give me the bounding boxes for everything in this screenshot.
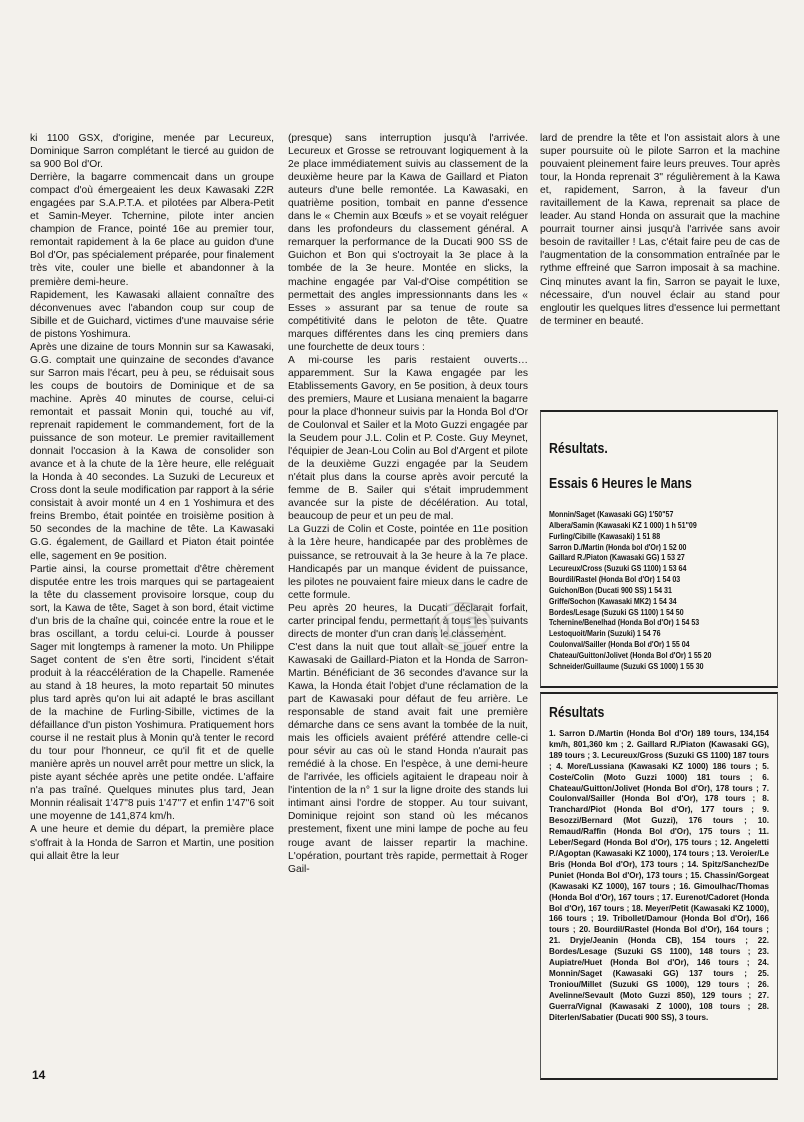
list-item: Tchernine/Benelhad (Honda Bol d'Or) 1 54 53 [549, 618, 700, 628]
list-item: Sarron D./Martin (Honda bol d'Or) 1 52 00 [549, 542, 687, 552]
race-results-box [540, 692, 778, 1080]
list-item: Chateau/Guitton/Jolivet (Honda Bol d'Or) 1 55 20 [549, 650, 712, 660]
race-results-title: Résultats [549, 704, 605, 721]
list-item: Bordes/Lesage (Suzuki GS 1100) 1 54 50 [549, 607, 684, 617]
paragraph: Peu après 20 heures, la Ducati déclarait forfait, carter principal fendu, permettant à tous les suivants directs de monter d'un cran dans le classement. [288, 602, 528, 640]
results-practice-box [540, 410, 778, 688]
paragraph: Rapidement, les Kawasaki allaient connaître des déconvenues avec l'abandon coup sur coup de Sibille et de Guichard, victimes d'une mauvaise série de pistons Yoshimura. [30, 289, 274, 340]
list-item: Guichon/Bon (Ducati 900 SS) 1 54 31 [549, 585, 672, 595]
list-item: Monnin/Saget (Kawasaki GG) 1'50"57 [549, 510, 674, 519]
results-practice-subtitle: Essais 6 Heures le Mans [549, 475, 692, 492]
list-item: Bourdil/Rastel (Honda Bol d'Or) 1 54 03 [549, 575, 681, 585]
article-column-1 [30, 132, 274, 863]
watermark-logo-icon [426, 596, 498, 658]
paragraph: A une heure et demie du départ, la première place s'offrait à la Honda de Sarron et Martin, une position qui allait être la leur [30, 824, 274, 862]
list-item: Furling/Cibille (Kawasaki) 1 51 88 [549, 531, 661, 541]
paragraph: C'est dans la nuit que tout allait se jouer entre la Kawasaki de Gaillard-Piaton et la Honda de Sarron-Martin. Bénéficiant de 36 secondes d'avance sur la Kawa, la Honda était l'objet d'une réclamation de la part de Kawasaki pour défaut de feu arrière. Le responsable de stand avait fait une première démarche dans ce sens avant la tombée de la nuit, mais les officiels avaient préféré attendre celle-ci pour sévir au cas où le stand Honda n'aurait pas remédié à la chose. En l'espèce, à une demi-heure de l'arrivée, les officiels agitaient le drapeau noir à l'intention de la n° 1 sur la ligne droite des stands lui intimant ainsi l'ordre de stopper. Au tour suivant, Dominique rejoint son stand où les mécanos prestement, fixent une mini lampe de poche au feu rouge avant de laisser repartir la machine. L'opération, pourtant très rapide, permettait à Roger Gail- [288, 641, 528, 875]
paragraph: ki 1100 GSX, d'origine, menée par Lecureux, Dominique Sarron complétant le tiercé au guidon de sa 900 Bol d'Or. [30, 133, 274, 171]
paragraph: Derrière, la bagarre commencait dans un groupe compact d'où émergeaient les deux Kawasaki Z2R engagées par S.A.P.T.A. et pilotées par Albera-Petit et Samin-Meyer. Tchernine, pilote inter ancien champion de France, pointé 16e au premier tour, remontait rapidement à la 6e place au guidon d'une Bol d'Or, pas spécialement préparée, pour finalement très vite, couler une bielle et abandonner à la première demi-heure. [30, 172, 274, 288]
page-number: 14 [32, 1068, 46, 1082]
list-item: Gaillard R./Piaton (Kawasaki GG) 1 53 27 [549, 553, 685, 563]
paragraph: La Guzzi de Colin et Coste, pointée en 11e position à la 1ère heure, handicapée par des problèmes de puissance, se retrouvait à la 3e heure à la 7e place. Handicapés par un manque évident de puissance, les pilotes ne pouvaient faire mieux dans le cadre de cette formule. [288, 524, 528, 601]
list-item: Albera/Samin (Kawasaki KZ 1 000) 1 h 51"09 [549, 520, 697, 530]
paragraph: A mi-course les paris restaient ouverts… apparemment. Sur la Kawa engagée par les Etablissements Gavory, en 5e position, à deux tours des premiers, Maure et Lusiana menaient la bagarre pour la place d'honneur suivis par la Honda Bol d'Or de Coulonval et Sailer et la Moto Guzzi engagée par la Seudem pour J.L. Colin et P. Coste. Guy Meynet, l'équipier de Jean-Lou Colin au Bol d'Argent et pilote de la deuxième Guzzi engagée par la Seudem n'était plus dans la course après avoir percuté la femme de B. Sailer qui s'était imprudemment avancée sur la piste de décélération. Au total, beaucoup de peur et un peu de mal. [288, 354, 528, 523]
article-column-2 [288, 132, 528, 876]
paragraph: Partie ainsi, la course promettait d'être chèrement disputée entre les trois marques qui se partageaient la tête du classement provisoire lorsque, coup du sort, la Kawa de tête, Saget à son bord, était victime d'un bris de la chaîne qui, coincée entre la roue et le bras oscillant, a tordu celui-ci. Lourde à pousser Sager mit longtemps à ramener la moto. Un Philippe Saget content de s'en être sorti, l'incident s'était produit à la réaccélération de la Chapelle. Ramenée au stand à 18 heures, la moto repartait 50 minutes plus tard après qu'on lui ait adapté le bras ascillant de la machine de Furling-Sibille, victimes de la défaillance d'un piston Yoshimura. Pratiquement hors course il ne restait plus à Monin qu'à tenter le record du tour pour l'honneur, ce qu'il fit et de quelle manière après un nouvel arrêt pour mettre un slick, la piste ayant séchée après une petite ondée. L'affaire n'a pas traîné. Quelques minutes plus tard, Jean Monnin réalisait 1'47"8 puis 1'47"7 et enfin 1'47"6 soit une moyenne de 141,874 km/h. [30, 563, 274, 823]
paragraph: lard de prendre la tête et l'on assistait alors à une super poursuite où le pilote Sarron et la machine pouvaient pleinement faire leurs preuves. Tour après tour, la Honda reprenait 3" régulièrement à la Kawa et, rapidement, Sarron, à la faveur d'un ravitaillement de la Kawa, reprenait sa place de leader. Au stand Honda on assurait que la machine pourrait tourner ainsi jusqu'à l'arrivée sans avoir besoin de ravitailler ! Las, c'était faire peu de cas de l'augmentation de la consommation entraînée par le rythme effreiné que Sarron imposait à sa machine. Cinq minutes avant la fin, Sarron se payait le luxe, nécessaire, d'un nouvel éclair au stand pour engloutir les quelques litres d'essence lui permettant de terminer en beauté. [540, 133, 780, 327]
race-results-text: 1. Sarron D./Martin (Honda Bol d'Or) 189 tours, 134,154 km/h, 801,360 km ; 2. Gaillard R./Piaton (Kawasaki GG), 189 tours ; 3. Lecureux/Gross (Suzuki GS 1100) 187 tours ; 4. More/Lussiana (Kawasaki KZ 1000) 186 tours ; 5. Coste/Colin (Moto Guzzi 1000) 181 tours ; 6. Chateau/Guitton/Jolivet (Honda Bol d'Or), 178 tours ; 7. Coulonval/Sailler (Honda Bol d'Or), 178 tours ; 8. Tranchard/Piot (Honda Bol d'Or), 177 tours ; 9. Besozzi/Bernard (Mot Guzzi), 176 tours ; 10. Remaud/Raffin (Honda Bol d'Or), 175 tours ; 11. Leber/Segard (Honda Bol d'Or), 175 tours ; 12. Angeletti P./Agoptan (Kawasaki KZ 1000), 174 tours ; 13. Veroier/Le Bris (Honda Bol d'Or), 173 tours ; 14. Spitz/Sanchez/De Puniet (Honda Bol d'Or), 173 tours ; 15. Chassin/Gorgeat (Kawasaki KZ 1000), 167 tours ; 16. Gimoulhac/Thomas (Honda Bol d'Or), 167 tours ; 17. Eurenot/Cadoret (Honda Bol d'Or), 167 tours ; 18. Meyer/Petit (Kawasaki KZ 1000), 166 tours ; 19. Tribollet/Damour (Honda Bol d'Or), 166 tours ; 20. Bourdil/Rastel (Honda Bol d'Or), 164 tours ; 21. Dryje/Jeanin (Honda CB), 154 tours ; 22. Bordes/Lesage (Suzuki GS 1100), 148 tours ; 23. Aupiatre/Huet (Honda Bol d'Or), 146 tours ; 24. Monnin/Saget (Kawasaki GG) 137 tours ; 25. Troniou/Millet (Suzuki GS 1000), 129 tours ; 26. Avelinne/Sevault (Moto Guzzi 850), 129 tours ; 27. Guerra/Vignal (Kawasaki Z 1000), 108 tours ; 28. Diterlen/Sabatier (Ducati 900 SS), 3 tours. [549, 729, 769, 1022]
results-practice-title: Résultats. [549, 440, 608, 457]
article-column-3 [540, 132, 780, 328]
list-item: Coulonval/Sailler (Honda Bol d'Or) 1 55 04 [549, 640, 690, 650]
list-item: Lestoquoit/Marin (Suzuki) 1 54 76 [549, 629, 661, 639]
list-item: Griffe/Sochon (Kawasaki MK2) 1 54 34 [549, 596, 677, 606]
list-item: Schneider/Guillaume (Suzuki GS 1000) 1 55 30 [549, 661, 704, 671]
paragraph: Après une dizaine de tours Monnin sur sa Kawasaki, G.G. comptait une quinzaine de secondes d'avance sur Sarron mais l'écart, peu à peu, se réduisait sous les coups de boutoirs de Dominique et de sa machine. Après 40 minutes de course, celui-ci remontait et passait Monin qui, touché au vif, reprenait rapidement le commandement, fort de la puissance de son moteur. Le premier ravitaillement donnait l'occasion à la Kawa de consolider son avance et à la chute de la 1ère heure, elle reléguait la Honda à 40 secondes. La Suzuki de Lecureux et Cross dont la seule modification par rapport à la série consistait à avoir monté un 4 en 1 Yoshimura et des freins Brembo, était pointée en troisième position à 50 secondes de la machine de tête. La Kawasaki G.G. également, de Gaillard et Piaton était pointée elle, sagement en 9e position. [30, 341, 274, 562]
paragraph: (presque) sans interruption jusqu'à l'arrivée. Lecureux et Grosse se retrouvant logiquement à la 2e place immédiatement suivis au classement de la deuxième heure par la Kawa de Gaillard et Piaton auteurs d'une belle remontée. La Kawasaki, en quatrième position, tombait en panne d'essence dans le « Chemin aux Bœufs » et se voyait reléguer dans les profondeurs du classement général. A remarquer la performance de la Ducati 900 SS de Guichon et Bon qui s'octroyait la 3e place à la tombée de la 3e heure. Montée en slicks, la machine engagée par Val-d'Oise compétition se permettait des angles impressionnants dans les « Esses » assurant par sa tenue de route sa compétitivité dans le peloton de tête. Quatre marques différentes dans les cinq premiers dans une fourchette de deux tours : [288, 133, 528, 353]
practice-times-list [549, 510, 769, 673]
list-item: Lecureux/Cross (Suzuki GS 1100) 1 53 64 [549, 564, 687, 574]
